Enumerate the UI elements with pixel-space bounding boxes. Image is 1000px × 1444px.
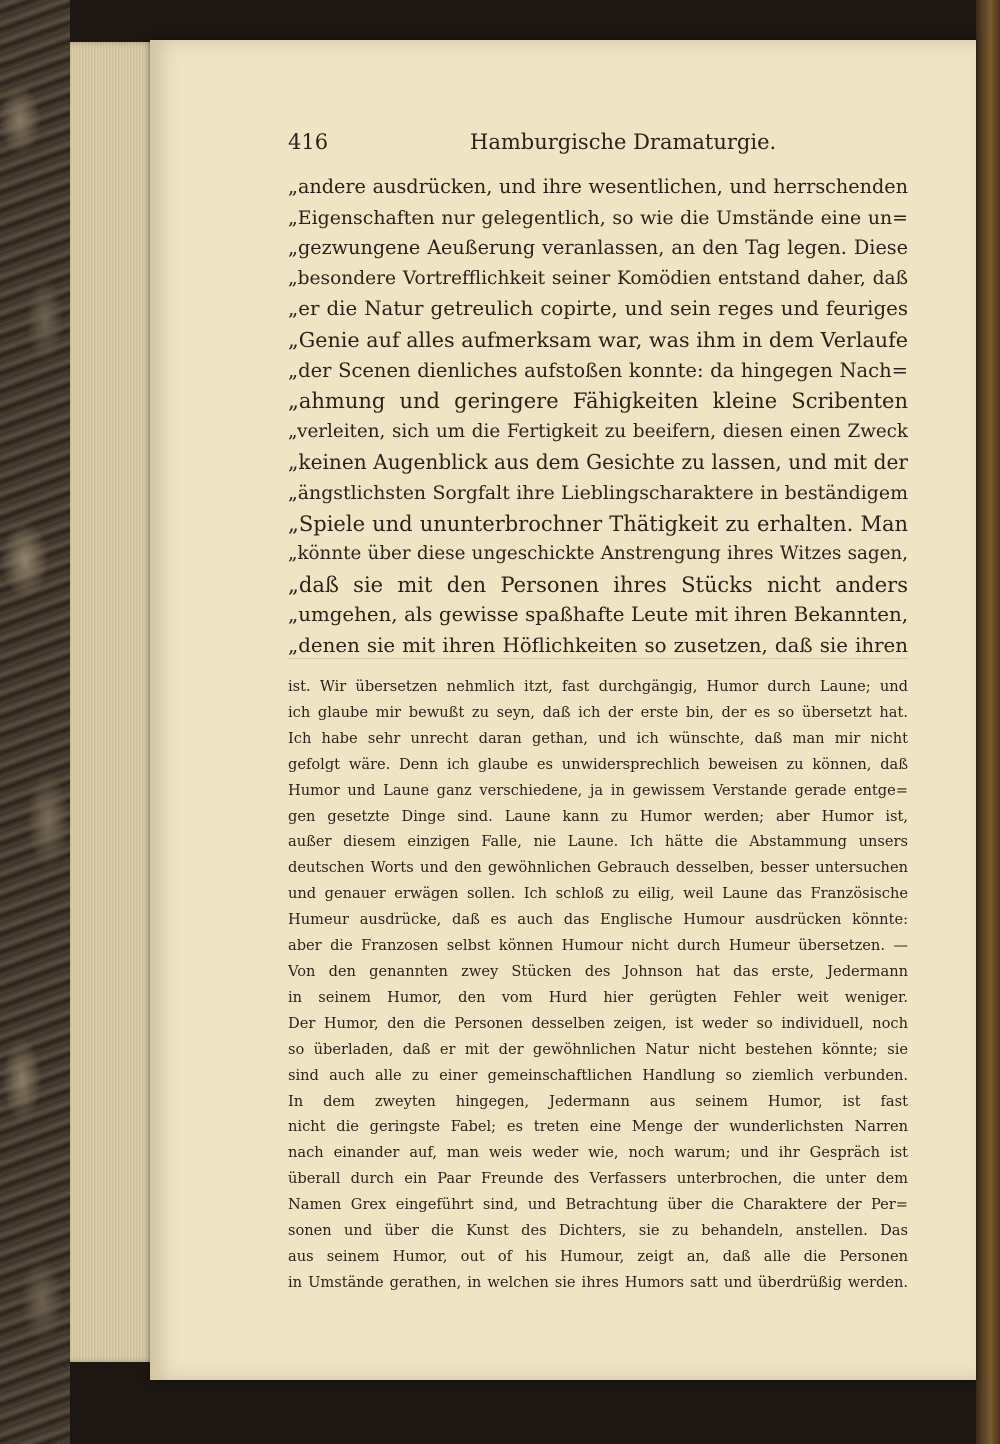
footnote-line: in Umstände gerathen, in welchen sie ihres Humors satt und überdrüßig werden.	[288, 1273, 908, 1291]
footnote-line: aus seinem Humor, out of his Humour, zeigt an, daß alle die Personen	[288, 1247, 908, 1265]
footnote-line: Ich habe sehr unrecht daran gethan, und ich wünschte, daß man mir nicht	[288, 729, 908, 747]
footnote-line: nach einander auf, man weis weder wie, noch warum; und ihr Gespräch ist	[288, 1144, 908, 1162]
text-line: „gezwungene Aeußerung veranlassen, an den Tag legen. Diese	[288, 236, 908, 260]
footnote-line: Humeur ausdrücke, daß es auch das Englische Humour ausdrücken könnte:	[288, 911, 908, 929]
text-line: „ahmung und geringere Fähigkeiten kleine Scribenten	[288, 389, 908, 414]
footnote-text	[288, 674, 908, 1296]
text-line: „andere ausdrücken, und ihre wesentlichen, und herrschenden	[288, 175, 908, 198]
footnote-line: Humor und Laune ganz verschiedene, ja in gewissem Verstande gerade entge=	[288, 781, 908, 799]
text-line: „denen sie mit ihren Höflichkeiten so zusetzen, daß sie ihren	[288, 633, 908, 657]
text-line: „Eigenschaften nur gelegentlich, so wie die Umstände eine un=	[288, 206, 908, 229]
text-line: „ängstlichsten Sorgfalt ihre Lieblingscharaktere in beständigem	[288, 481, 908, 504]
footnote-line: gen gesetzte Dinge sind. Laune kann zu Humor werden; aber Humor ist,	[288, 807, 908, 825]
footnote-line: überall durch ein Paar Freunde des Verfassers unterbrochen, die unter dem	[288, 1170, 908, 1188]
text-line: „umgehen, als gewisse spaßhafte Leute mit ihren Bekannten,	[288, 603, 908, 627]
running-title: Hamburgische Dramaturgie.	[470, 130, 777, 154]
marbled-cover	[0, 0, 70, 1444]
footnote-line: ist. Wir übersetzen nehmlich itzt, fast durchgängig, Humor durch Laune; und	[288, 678, 908, 695]
footnote-line: und genauer erwägen sollen. Ich schloß zu eilig, weil Laune das Französische	[288, 885, 908, 903]
footnote-line: In dem zweyten hingegen, Jedermann aus seinem Humor, ist fast	[288, 1092, 908, 1110]
footnote-line: sind auch alle zu einer gemeinschaftlichen Handlung so ziemlich verbunden.	[288, 1066, 908, 1084]
show-through-divider	[288, 658, 908, 659]
footnote-line: aber die Franzosen selbst können Humour nicht durch Humeur übersetzen. —	[288, 937, 908, 955]
footnote-line: Namen Grex eingeführt sind, und Betrachtung über die Charaktere der Per=	[288, 1196, 908, 1214]
text-line: „verleiten, sich um die Fertigkeit zu beeifern, diesen einen Zweck	[288, 420, 908, 442]
text-line: „er die Natur getreulich copirte, und sein reges und feuriges	[288, 297, 908, 321]
text-line: „der Scenen dienliches aufstoßen konnte: da hingegen Nach=	[288, 358, 908, 382]
footnote-line: nicht die geringste Fabel; es treten eine Menge der wunderlichsten Narren	[288, 1118, 908, 1136]
book-spine-edge	[976, 0, 1000, 1444]
text-line: „Genie auf alles aufmerksam war, was ihm in dem Verlaufe	[288, 327, 908, 352]
text-line: „Spiele und ununterbrochner Thätigkeit zu erhalten. Man	[288, 511, 908, 536]
footnote-line: so überladen, daß er mit der gewöhnlichen Natur nicht bestehen könnte; sie	[288, 1040, 908, 1058]
text-line: „könnte über diese ungeschickte Anstrengung ihres Witzes sagen,	[288, 543, 908, 565]
footnote-line: ich glaube mir bewußt zu seyn, daß ich der erste bin, der es so übersetzt hat.	[288, 703, 908, 721]
text-line: „besondere Vortrefflichkeit seiner Komödien entstand daher, daß	[288, 267, 908, 289]
main-text	[288, 172, 908, 662]
footnote-line: Von den genannten zwey Stücken des Johnson hat das erste, Jedermann	[288, 962, 908, 980]
text-line: „keinen Augenblick aus dem Gesichte zu lassen, und mit der	[288, 450, 908, 475]
page-header	[288, 130, 908, 166]
footnote-line: gefolgt wäre. Denn ich glaube es unwidersprechlich beweisen zu können, daß	[288, 755, 908, 773]
text-line: „daß sie mit den Personen ihres Stücks nicht anders	[288, 572, 908, 597]
footnote-line: außer diesem einzigen Falle, nie Laune. Ich hätte die Abstammung unsers	[288, 833, 908, 851]
footnote-line: in seinem Humor, den vom Hurd hier gerügten Fehler weit weniger.	[288, 988, 908, 1006]
page-edges	[70, 42, 158, 1362]
page-number: 416	[288, 130, 329, 154]
footnote-line: sonen und über die Kunst des Dichters, sie zu behandeln, anstellen. Das	[288, 1222, 908, 1240]
footnote-line: Der Humor, den die Personen desselben zeigen, ist weder so individuell, noch	[288, 1014, 908, 1032]
footnote-line: deutschen Worts und den gewöhnlichen Gebrauch desselben, besser untersuchen	[288, 859, 908, 877]
